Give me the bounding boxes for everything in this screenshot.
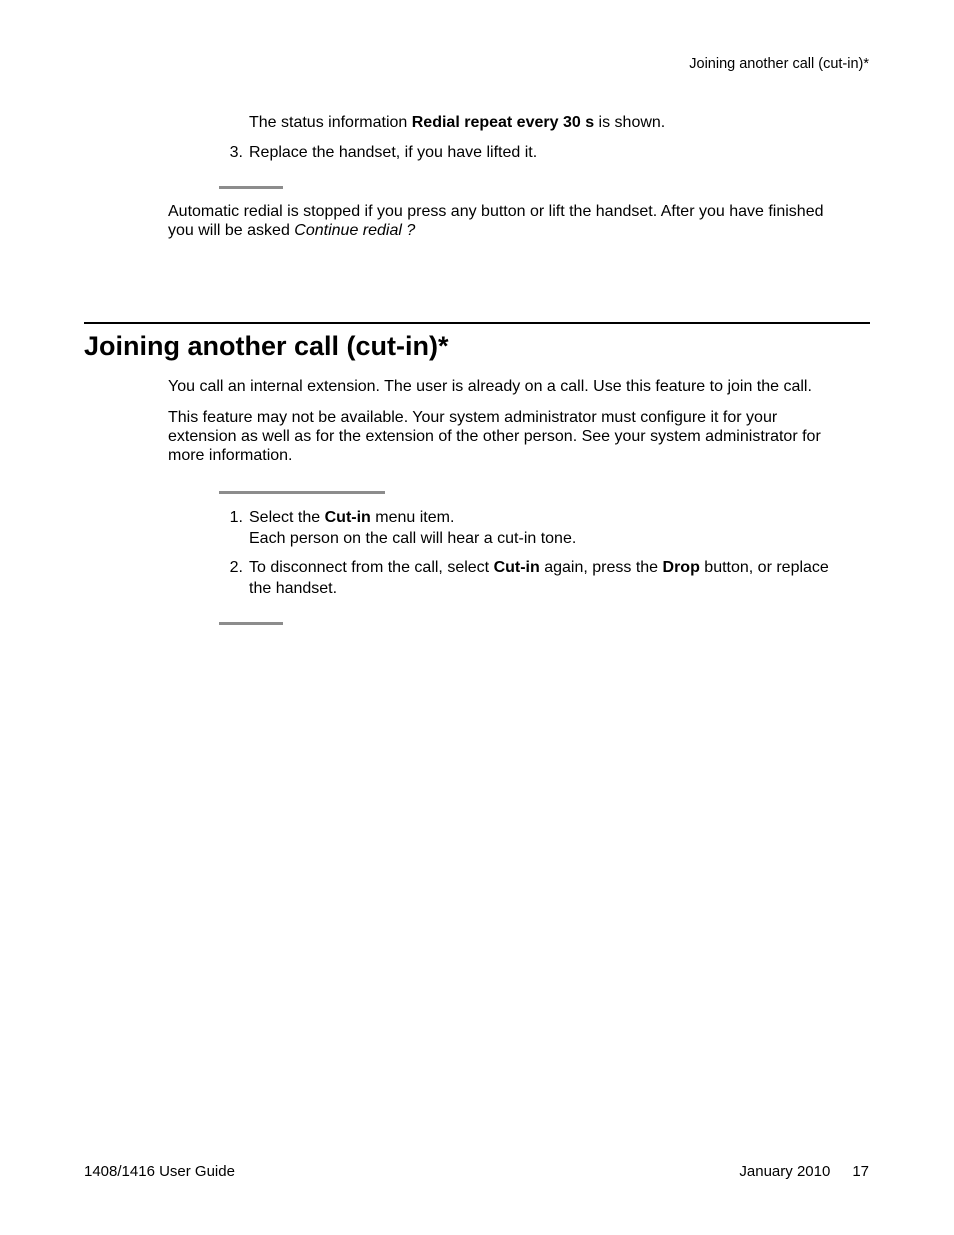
status-line-bold: Redial repeat every 30 s xyxy=(411,114,595,131)
running-head: Joining another call (cut-in)* xyxy=(689,56,869,72)
footer-guide-title: 1408/1416 User Guide xyxy=(84,1163,235,1180)
step-2-text xyxy=(249,558,870,577)
step-2-post: button, or replace xyxy=(699,559,829,576)
status-line-post: is shown. xyxy=(594,114,666,131)
footer-right xyxy=(739,1162,869,1181)
step-1-pre: Select the xyxy=(249,509,325,526)
step-1-bold: Cut-in xyxy=(324,509,371,526)
divider-end xyxy=(219,622,283,625)
heading-rule xyxy=(84,322,870,324)
intro-paragraph: You call an internal extension. The user is already on a call. Use this feature to join the call. xyxy=(168,378,812,395)
availability-line-2: extension as well as for the extension of the other person. See your system administrator for xyxy=(168,428,821,445)
step-1-text xyxy=(249,508,870,527)
step-2-pre: To disconnect from the call, select xyxy=(249,559,494,576)
divider-short xyxy=(219,186,283,189)
step-2-bold-1: Cut-in xyxy=(493,559,540,576)
step-1-number: 1. xyxy=(229,509,243,526)
step-2-mid: again, press the xyxy=(539,559,663,576)
step-3-text: Replace the handset, if you have lifted it. xyxy=(249,144,538,161)
page-number: 17 xyxy=(852,1163,869,1180)
divider-procedure xyxy=(219,491,385,494)
redial-note-line-1: Automatic redial is stopped if you press any button or lift the handset. After you have finished xyxy=(168,203,824,220)
status-line xyxy=(249,113,870,132)
redial-note-line-2-pre: you will be asked xyxy=(168,222,295,239)
footer-date: January 2010 xyxy=(739,1163,831,1180)
step-1-subtext: Each person on the call will hear a cut-in tone. xyxy=(249,530,577,547)
availability-paragraph xyxy=(168,408,870,465)
step-2-line-2: the handset. xyxy=(249,580,338,597)
redial-note-italic: Continue redial ? xyxy=(294,222,416,239)
status-line-pre: The status information xyxy=(249,114,412,131)
step-1-post: menu item. xyxy=(370,509,455,526)
step-3-number: 3. xyxy=(229,144,243,161)
step-2-bold-2: Drop xyxy=(662,559,700,576)
redial-note-line-2 xyxy=(168,221,870,240)
availability-line-3: more information. xyxy=(168,447,293,464)
section-title: Joining another call (cut-in)* xyxy=(84,331,449,361)
step-2-number: 2. xyxy=(229,559,243,576)
redial-note xyxy=(168,202,870,240)
availability-line-1: This feature may not be available. Your system administrator must configure it for your xyxy=(168,409,778,426)
